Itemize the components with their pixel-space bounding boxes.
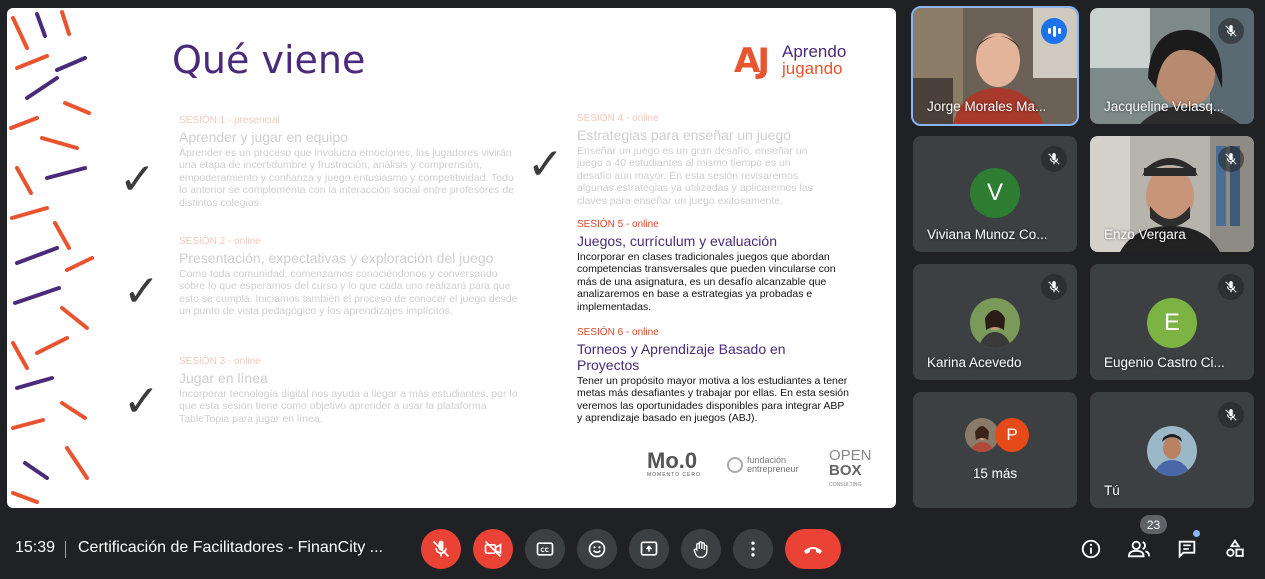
activities-button[interactable] [1222,536,1248,562]
leave-call-button[interactable] [785,529,841,569]
people-button[interactable] [1126,536,1152,562]
slide-title: Qué viene [172,38,366,82]
camera-toggle-button[interactable] [473,529,513,569]
mic-off-icon [1041,274,1067,300]
mic-off-icon [431,539,451,559]
mic-off-icon [1218,274,1244,300]
session-4 [577,113,817,208]
emoji-icon [587,539,607,559]
session-1 [179,115,519,210]
info-icon [1080,538,1102,560]
more-participants-tile[interactable] [913,392,1077,508]
check-icon: ✓ [119,154,156,205]
participant-name: Karina Acevedo [927,355,1022,370]
avatar [970,298,1020,348]
svg-text:CC: CC [540,547,549,554]
meeting-details-button[interactable] [1078,536,1104,562]
present-icon [639,539,659,559]
people-icon [1127,538,1151,560]
people-count-badge: 23 [1140,515,1167,534]
ob-line-2: BOX [829,462,862,479]
clock: 15:39 [15,539,56,556]
session-head: SESIÓN 5 - online [577,219,659,230]
avatar: E [1147,298,1197,348]
logo-line-1: Aprendo [782,42,847,61]
divider [65,541,66,558]
participant-tile[interactable] [913,8,1077,124]
raise-hand-button[interactable] [681,529,721,569]
aprendo-jugando-logo [734,41,874,81]
avatar: V [970,168,1020,218]
reactions-button[interactable] [577,529,617,569]
self-tile[interactable] [1090,392,1254,508]
fund-line-2: entrepreneur [747,464,799,474]
activities-icon [1224,538,1246,560]
ob-line-1: OPEN [829,447,872,464]
session-head: SESIÓN 4 - online [577,113,659,124]
present-screen-button[interactable] [629,529,669,569]
check-icon: ✓ [527,139,564,190]
mic-off-icon [1041,146,1067,172]
mo0-sub: MOMENTO CERO [647,472,701,478]
session-body: Incorporar en clases tradicionales juegos que abordan competencias transversales que pueden vincularse con más de una asignatura, es un desafío alcanzable que analizaremos en base a estrategias ya probadas e implementadas. [577,250,836,313]
fundacion-entrepreneur-logo [727,456,799,474]
openbox-logo [829,448,872,493]
session-3 [179,356,519,425]
session-head: SESIÓN 6 - online [577,327,659,338]
session-title: Estrategias para enseñar un juego [577,126,792,143]
mic-toggle-button[interactable] [421,529,461,569]
meeting-title: Certificación de Facilitadores - FinanCity ... [78,539,383,556]
mic-off-icon [1218,146,1244,172]
participant-tile[interactable] [1090,8,1254,124]
fund-line-1: fundación [747,455,787,465]
avatar: P [995,418,1029,452]
session-body: Incorporar tecnología digital nos ayuda a llegar a más estudiantes, por lo que esta sesión tiene como objetivo aprender a usar la plataforma TableTopia para jugar en línea. [179,387,518,425]
chat-button[interactable] [1174,536,1200,562]
participant-name: Eugenio Castro Ci... [1104,355,1225,370]
participant-tile[interactable] [913,136,1077,252]
speaking-indicator-icon [1041,18,1067,44]
session-body: Tener un propósito mayor motiva a los estudiantes a tener metas más desafiantes y trabajar por ellas. En esta sesión veremos las oportunidades disponibles para integrar ABP y aprendizaje basado en juegos (ABJ). [577,374,849,425]
logo-mark: AJ [734,41,767,81]
session-6 [577,327,849,425]
session-2 [179,236,519,318]
more-options-button[interactable] [733,529,773,569]
momento-cero-logo [647,450,701,478]
participant-name: Jacqueline Velasq... [1104,99,1225,114]
more-count: 15 más [972,466,1018,481]
avatar [1147,426,1197,476]
participant-tile[interactable] [1090,264,1254,380]
participant-tile[interactable] [913,264,1077,380]
logo-line-2: jugando [782,59,843,78]
decorative-stripes [7,8,97,508]
participant-tile[interactable] [1090,136,1254,252]
mic-off-icon [1218,18,1244,44]
session-5 [577,219,849,314]
captions-icon [535,539,555,559]
check-icon: ✓ [123,376,160,427]
circle-icon [727,457,743,473]
participant-name: Jorge Morales Ma... [927,99,1047,114]
participant-name: Tú [1104,483,1120,498]
bottom-toolbar [0,512,1265,579]
more-vert-icon [743,539,763,559]
session-body: Enseñar un juego es un gran desafío, enseñar un juego a 40 estudiantes al mismo tiempo es un desafío aún mayor. En esta sesión revisaremos algunas estrategias ya utilizadas y aplicaremos las claves para enseñar un juego exitosamente. [577,144,813,207]
session-title: Jugar en línea [179,369,268,386]
presentation-slide [7,8,896,508]
session-title: Juegos, currículum y evaluación [577,232,777,249]
session-head: SESIÓN 3 - online [179,356,261,367]
session-title: Torneos y Aprendizaje Basado en Proyectos [577,340,786,373]
participant-name: Viviana Munoz Co... [927,227,1048,242]
mo0-text: Mo.0 [647,448,698,473]
participant-name: Enzo Vergara [1104,227,1186,242]
session-head: SESIÓN 1 - presencial [179,115,280,126]
captions-button[interactable] [525,529,565,569]
check-icon: ✓ [123,266,160,317]
session-title: Aprender y jugar en equipo [179,128,348,145]
session-body: Aprender es un proceso que involucra emociones, los jugadores vivirán una etapa de incertidumbre y frustración, análisis y comprensión, empoderamiento y confianza y juego entusiasmo y competitividad. Todo lo anterior se complementa con la interacción social entre profesores de distintos colegios. [179,146,515,209]
session-title: Presentación, expectativas y exploración del juego [179,249,494,266]
chat-icon [1176,538,1198,560]
session-body: Como toda comunidad, comenzamos conociéndonos y conversando sobre lo que esperamos del curso y lo que cada uno realizará para que esto se cumpla. Iniciamos también el proceso de conocer el juego desde un punto de vista pedagógico y los aprendizajes implícitos. [179,267,518,318]
hand-icon [691,539,711,559]
hang-up-icon [801,537,825,561]
session-head: SESIÓN 2 - online [179,236,261,247]
chat-unread-dot [1193,530,1200,537]
ob-line-3: CONSULTING [829,482,862,488]
camera-off-icon [483,539,503,559]
mic-off-icon [1218,402,1244,428]
avatar [965,418,999,452]
